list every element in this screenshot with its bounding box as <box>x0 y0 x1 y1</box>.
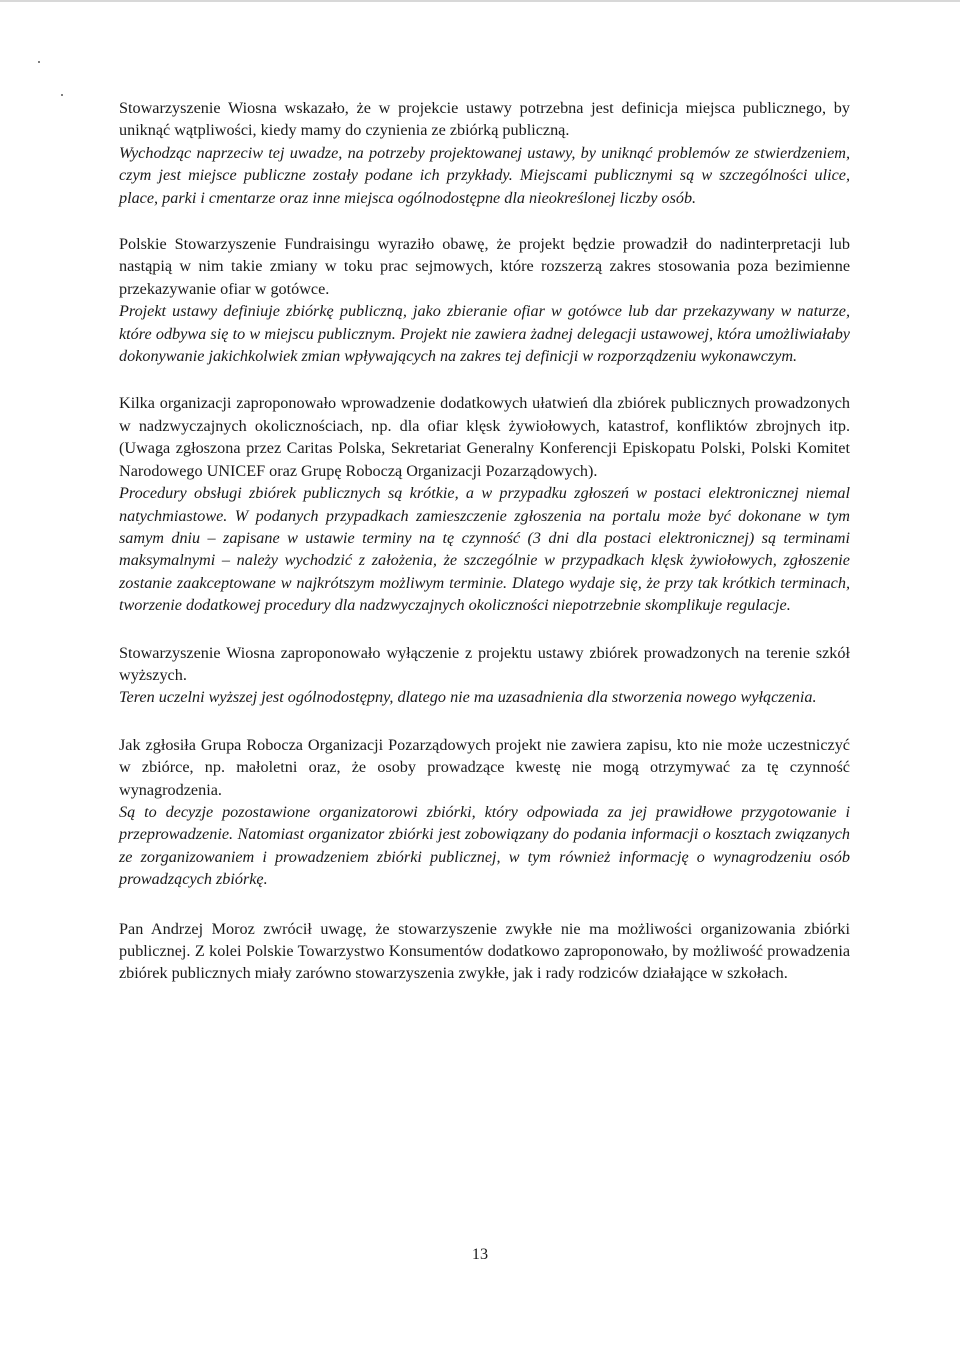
section-ordinary-associations <box>119 918 850 985</box>
section-fundraising-concern <box>119 233 850 367</box>
section-universities-exclusion <box>119 642 850 709</box>
remark-paragraph: Pan Andrzej Moroz zwrócił uwagę, że stowarzyszenie zwykłe nie ma możliwości organizowania zbiórki publicznej. Z kolei Polskie Towarzystwo Konsumentów dodatkowo zaproponowało, by możliwość prowadzenia zbiórek publicznych miały zarówno stowarzyszenia zwykłe, jak i rady rodziców działające w szkołach. <box>119 919 850 983</box>
section-public-place-definition <box>119 97 850 209</box>
response-paragraph: Teren uczelni wyższej jest ogólnodostępny, dlatego nie ma uzasadnienia dla stworzenia nowego wyłączenia. <box>119 688 817 707</box>
remark-paragraph: Stowarzyszenie Wiosna wskazało, że w projekcie ustawy potrzebna jest definicja miejsca publicznego, by uniknąć wątpliwości, kiedy mamy do czynienia ze zbiórką publiczną. <box>119 99 850 140</box>
document-body <box>119 97 850 985</box>
remark-paragraph: Stowarzyszenie Wiosna zaproponowało wyłączenie z projektu ustawy zbiórek prowadzonych na terenie szkół wyższych. <box>119 643 850 684</box>
scan-speck <box>38 61 40 63</box>
page-number: 13 <box>471 1245 489 1263</box>
response-paragraph: Procedury obsługi zbiórek publicznych są krótkie, a w przypadku zgłoszeń w postaci elektronicznej niemal natychmiastowe. W podanych przypadkach zamieszczenie zgłoszenia na portalu może być dokonane w tym samym dniu – zapisane w ustawie terminy na tę czynność (3 dni dla postaci elektronicznej) są terminami maksymalnymi – należy wychodzić z założenia, że szczególnie w przypadkach klęsk żywiołowych, zgłoszenie zostanie zaakceptowane w najkrótszym możliwym terminie. Dlatego wydaje się, że przy tak krótkich terminach, tworzenie dodatkowej procedury dla nadzwyczajnych okoliczności niepotrzebnie skomplikuje regulacje. <box>119 484 850 615</box>
response-paragraph: Są to decyzje pozostawione organizatorowi zbiórki, który odpowiada za jej prawidłowe przygotowanie i przeprowadzenie. Natomiast organizator zbiórki jest zobowiązany do podania informacji o kosztach związanych ze zorganizowaniem i prowadzeniem zbiórki publicznej, w tym również informację o wynagrodzeniu osób prowadzących zbiórkę. <box>119 802 850 889</box>
scan-top-edge <box>0 0 960 2</box>
response-paragraph: Wychodząc naprzeciw tej uwadze, na potrzeby projektowanej ustawy, by uniknąć problemów ze stwierdzeniem, czym jest miejsce publiczne zostały podane ich przykłady. Miejscami publicznymi są w szczególności ulice, place, parki i cmentarze oraz inne miejsca ogólnodostępne dla nieokreślonej liczby osób. <box>119 143 850 207</box>
scan-speck <box>61 94 63 96</box>
section-emergency-collections <box>119 392 850 616</box>
remark-paragraph: Jak zgłosiła Grupa Robocza Organizacji Pozarządowych projekt nie zawiera zapisu, kto nie może uczestniczyć w zbiórce, np. małoletni oraz, że osoby prowadzące kwestę nie mogą otrzymywać za tę czynność wynagrodzenia. <box>119 735 850 799</box>
response-paragraph: Projekt ustawy definiuje zbiórkę publiczną, jako zbieranie ofiar w gotówce lub dar przekazywany w naturze, które odbywa się to w miejscu publicznym. Projekt nie zawiera żadnej delegacji ustawowej, która umożliwiałaby dokonywanie jakichkolwiek zmian wpływających na zakres tej definicji w rozporządzeniu wykonawczym. <box>119 302 850 366</box>
section-participants <box>119 734 850 891</box>
remark-paragraph: Polskie Stowarzyszenie Fundraisingu wyraziło obawę, że projekt będzie prowadził do nadinterpretacji lub nastąpią w nim takie zmiany w toku prac sejmowych, które rozszerzą zakres stosowania poza bezimienne przekazywanie ofiar w gotówce. <box>119 235 850 298</box>
remark-paragraph: Kilka organizacji zaproponowało wprowadzenie dodatkowych ułatwień dla zbiórek publicznych prowadzonych w nadzwyczajnych okolicznościach, np. dla ofiar klęsk żywiołowych, katastrof, konfliktów zbrojnych itp. (Uwaga zgłoszona przez Caritas Polska, Sekretariat Generalny Konferencji Episkopatu Polski, Polski Komitet Narodowego UNICEF oraz Grupę Roboczą Organizacji Pozarządowych). <box>119 394 850 480</box>
